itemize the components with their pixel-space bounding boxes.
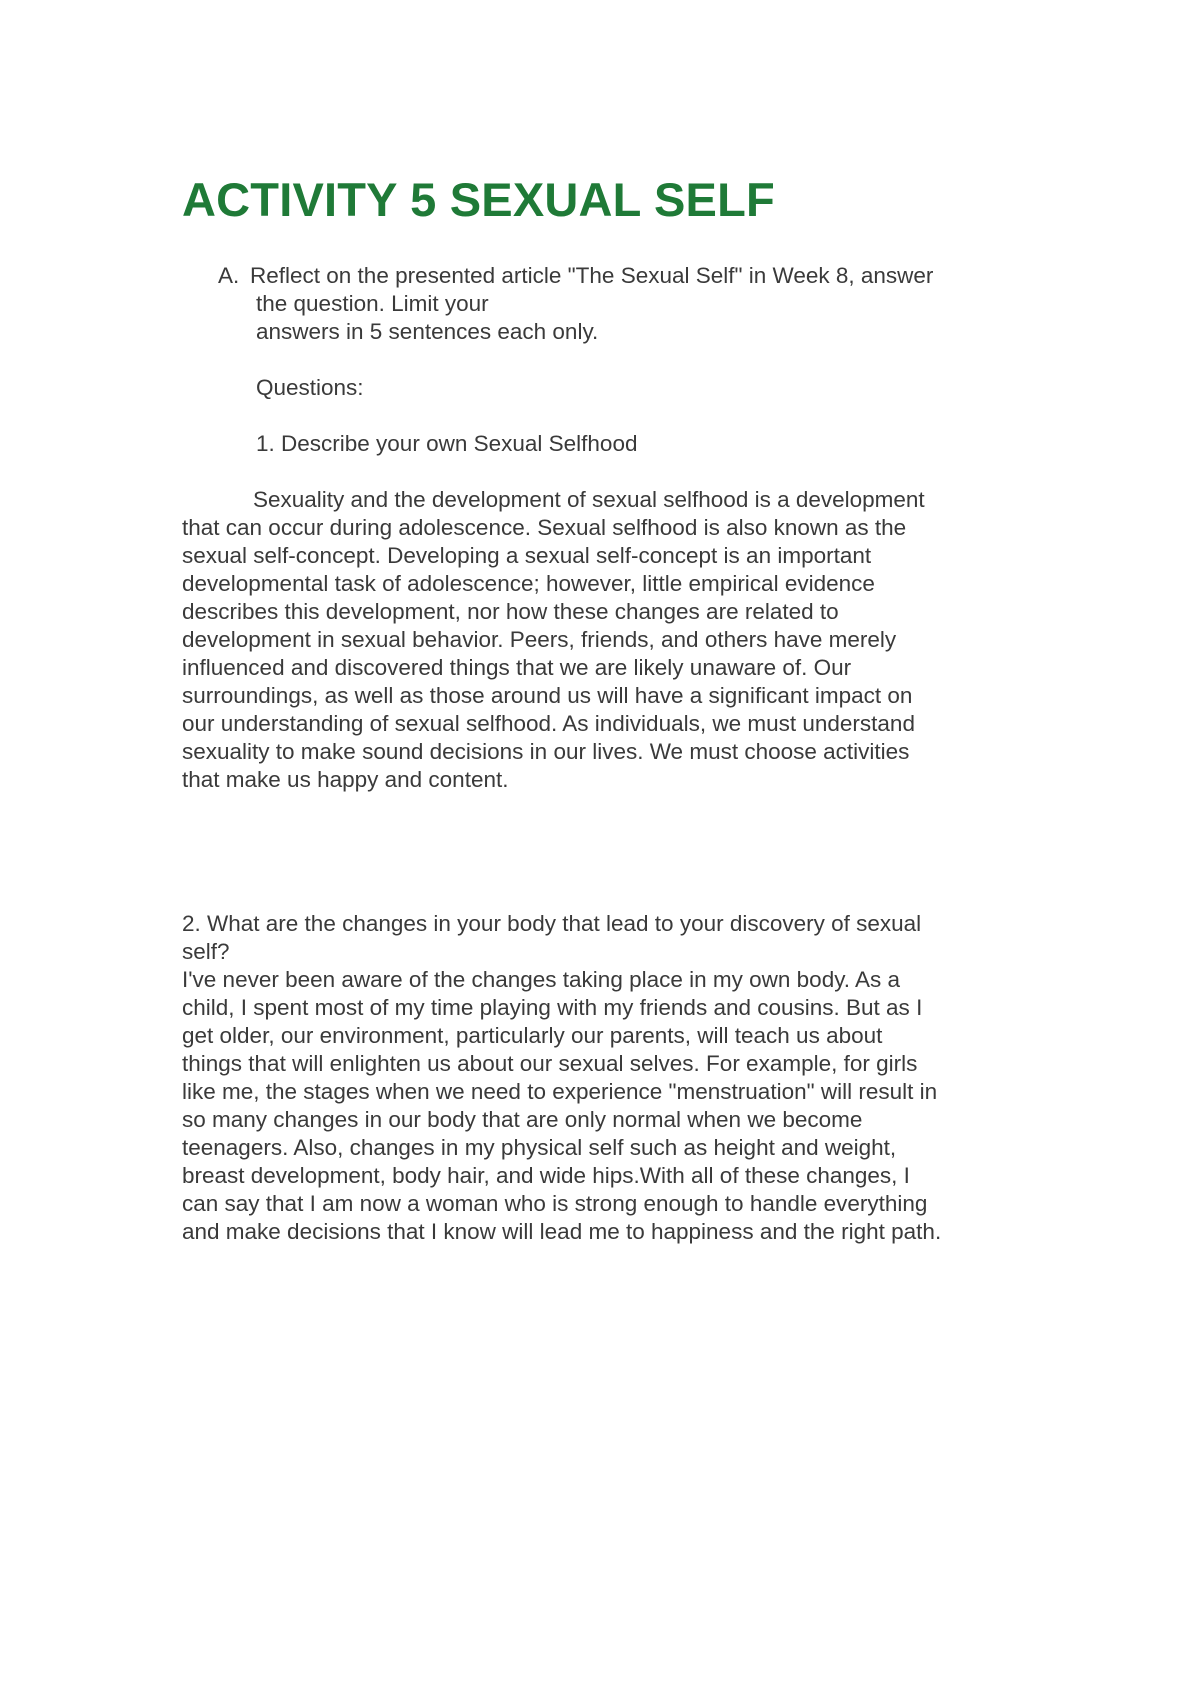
answer-1-line: sexuality to make sound decisions in our lives. We must choose activities (182, 739, 910, 764)
answer-2-line: can say that I am now a woman who is strong enough to handle everything (182, 1191, 928, 1216)
answer-2-line: get older, our environment, particularly our parents, will teach us about (182, 1023, 883, 1048)
questions-label: Questions: (256, 375, 364, 400)
question-2: self? (182, 939, 230, 964)
instruction-line: answers in 5 sentences each only. (256, 319, 599, 344)
answer-1-line: that can occur during adolescence. Sexual selfhood is also known as the (182, 515, 907, 540)
answer-1-line: development in sexual behavior. Peers, friends, and others have merely (182, 627, 897, 652)
answer-2-line: things that will enlighten us about our sexual selves. For example, for girls (182, 1051, 918, 1076)
answer-1-line: influenced and discovered things that we are likely unaware of. Our (182, 655, 852, 680)
instruction-marker: A. (218, 263, 240, 288)
answer-1-line: that make us happy and content. (182, 767, 509, 792)
question-1: 1. Describe your own Sexual Selfhood (256, 431, 638, 456)
instruction-line: the question. Limit your (256, 291, 489, 316)
answer-1-line: surroundings, as well as those around us will have a significant impact on (182, 683, 913, 708)
answer-1-line: sexual self-concept. Developing a sexual self-concept is an important (182, 543, 872, 568)
answer-2-line: teenagers. Also, changes in my physical self such as height and weight, (182, 1135, 897, 1160)
instruction-line: Reflect on the presented article "The Sexual Self" in Week 8, answer (250, 263, 934, 288)
answer-2-line: so many changes in our body that are only normal when we become (182, 1107, 863, 1132)
answer-1-line: Sexuality and the development of sexual selfhood is a development (253, 487, 925, 512)
answer-2-line: breast development, body hair, and wide hips.With all of these changes, I (182, 1163, 910, 1188)
answer-2-line: like me, the stages when we need to experience "menstruation" will result in (182, 1079, 938, 1104)
answer-1-line: describes this development, nor how these changes are related to (182, 599, 839, 624)
answer-1-line: our understanding of sexual selfhood. As individuals, we must understand (182, 711, 915, 736)
page-title: ACTIVITY 5 SEXUAL SELF (182, 173, 775, 226)
answer-2-line: and make decisions that I know will lead me to happiness and the right path. (182, 1219, 942, 1244)
question-2: 2. What are the changes in your body that lead to your discovery of sexual (182, 911, 922, 936)
answer-2-line: child, I spent most of my time playing with my friends and cousins. But as I (182, 995, 923, 1020)
answer-2-line: I've never been aware of the changes taking place in my own body. As a (182, 967, 901, 992)
answer-1-line: developmental task of adolescence; however, little empirical evidence (182, 571, 875, 596)
